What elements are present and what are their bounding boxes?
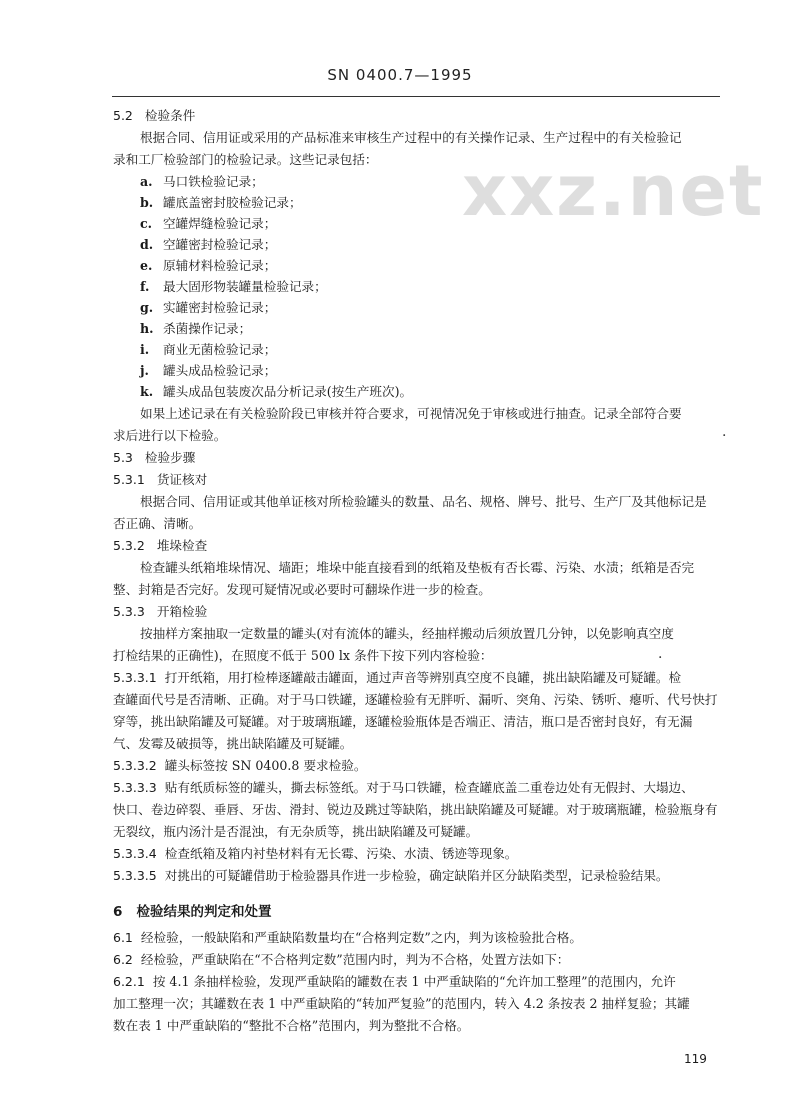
clause-number: 6.1 <box>113 930 133 945</box>
clause-5-3-3-4 <box>113 846 517 862</box>
list-item <box>140 174 264 190</box>
section-5-3-heading <box>113 450 195 466</box>
list-item-label: h. <box>140 321 154 336</box>
clause-text: 贴有纸质标签的罐头，撕去标签纸。对于马口铁罐，检查罐底盖二重卷边处有无假封、大塌边、 <box>164 780 694 795</box>
list-item <box>140 237 276 253</box>
list-item <box>140 216 276 232</box>
clause-text: 经检验，严重缺陷在“不合格判定数”范围内时，判为不合格，处置方法如下： <box>140 952 570 967</box>
paragraph-line: 查罐面代号是否清晰、正确。对于马口铁罐，逐罐检验有无胖听、漏听、突角、污染、锈听、瘪听、代号快打 <box>113 692 718 707</box>
list-item-label: f. <box>140 279 150 294</box>
section-5-2-heading <box>113 108 195 124</box>
clause-5-3-3-2 <box>113 758 366 774</box>
list-item-text: 商业无菌检验记录； <box>163 342 277 357</box>
clause-number: 5.3.3.1 <box>113 670 157 685</box>
section-title: 检验条件 <box>144 108 196 123</box>
header-rule <box>112 96 720 97</box>
section-title: 检验步骤 <box>144 450 196 465</box>
clause-number: 5.3.3.5 <box>113 868 157 883</box>
list-item <box>140 300 276 316</box>
section-title: 开箱检验 <box>156 604 208 619</box>
page-number: 119 <box>684 1052 707 1066</box>
list-item-label: j. <box>140 363 149 378</box>
list-item-text: 最大固形物装罐量检验记录； <box>163 279 327 294</box>
clause-number: 6.2 <box>113 952 133 967</box>
clause-text: 检查纸箱及箱内衬垫材料有无长霉、污染、水渍、锈迹等现象。 <box>164 846 518 861</box>
clause-text: 经检验，一般缺陷和严重缺陷数量均在“合格判定数”之内，判为该检验批合格。 <box>140 930 582 945</box>
clause-text: 打开纸箱，用打检棒逐罐敲击罐面，通过声音等辨别真空度不良罐，挑出缺陷罐及可疑罐。检 <box>164 670 682 685</box>
scan-speck: · <box>722 428 727 444</box>
list-item <box>140 195 302 211</box>
paragraph-line: 无裂纹，瓶内汤汁是否混浊，有无杂质等，挑出缺陷罐及可疑罐。 <box>113 824 479 839</box>
clause-6-2-1 <box>113 974 676 990</box>
list-item-label: g. <box>140 300 154 315</box>
list-item-label: e. <box>140 258 153 273</box>
list-item-label: c. <box>140 216 153 231</box>
list-item-label: b. <box>140 195 154 210</box>
section-6-heading <box>113 904 272 920</box>
list-item-text: 罐头成品包装废次品分析记录(按生产班次)。 <box>163 384 413 399</box>
list-item <box>140 363 276 379</box>
list-item-label: d. <box>140 237 154 252</box>
paragraph-line: 气、发霉及破损等，挑出缺陷罐及可疑罐。 <box>113 736 353 751</box>
scan-speck: · <box>658 650 663 666</box>
paragraph-line: 快口、卷边碎裂、垂唇、牙齿、滑封、锐边及跳过等缺陷，挑出缺陷罐及可疑罐。对于玻璃瓶罐，检验瓶身有 <box>113 802 718 817</box>
list-item-label: a. <box>140 174 153 189</box>
paragraph-line: 加工整理一次；其罐数在表 1 中严重缺陷的“转加严复验”的范围内，转入 4.2 条按表 2 抽样复验；其罐 <box>113 996 690 1011</box>
clause-number: 5.3.3.4 <box>113 846 157 861</box>
paragraph-line: 穿等，挑出缺陷罐及可疑罐。对于玻璃瓶罐，逐罐检验瓶体是否端正、清洁，瓶口是否密封良好，有无漏 <box>113 714 693 729</box>
list-item <box>140 279 327 295</box>
clause-text: 按 4.1 条抽样检验，发现严重缺陷的罐数在表 1 中严重缺陷的“允许加工整理”的范围内，允许 <box>152 974 676 989</box>
list-item <box>140 384 412 400</box>
clause-5-3-3-1 <box>113 670 681 686</box>
paragraph-line: 检查罐头纸箱堆垛情况、墙距；堆垛中能直接看到的纸箱及垫板有否长霉、污染、水渍；纸箱是否完 <box>140 560 695 575</box>
paragraph-line: 整、封箱是否完好。发现可疑情况或必要时可翻垛作进一步的检查。 <box>113 582 491 597</box>
list-item-text: 空罐焊缝检验记录； <box>163 216 277 231</box>
section-number: 5.3.2 <box>113 538 145 553</box>
clause-number: 5.3.3.3 <box>113 780 157 795</box>
section-title: 货证核对 <box>156 472 208 487</box>
section-title: 堆垛检查 <box>156 538 208 553</box>
clause-6-1 <box>113 930 582 946</box>
clause-number: 6.2.1 <box>113 974 145 989</box>
list-item <box>140 258 276 274</box>
section-number: 5.2 <box>113 108 133 123</box>
section-5-3-3-heading <box>113 604 207 620</box>
section-number: 6 <box>113 904 123 920</box>
paragraph-line: 如果上述记录在有关检验阶段已审核并符合要求，可视情况免于审核或进行抽查。记录全部符合要 <box>140 406 682 421</box>
list-item-text: 空罐密封检验记录； <box>163 237 277 252</box>
list-item-text: 杀菌操作记录； <box>163 321 252 336</box>
paragraph-line: 录和工厂检验部门的检验记录。这些记录包括： <box>113 152 378 167</box>
standard-code-header: SN 0400.7—1995 <box>327 66 473 84</box>
list-item-text: 实罐密封检验记录； <box>163 300 277 315</box>
clause-6-2 <box>113 952 569 968</box>
list-item <box>140 321 251 337</box>
section-number: 5.3.1 <box>113 472 145 487</box>
clause-5-3-3-5 <box>113 868 669 884</box>
paragraph-line: 打检结果的正确性)，在照度不低于 500 lx 条件下按下列内容检验： <box>113 648 493 663</box>
list-item <box>140 342 276 358</box>
list-item-label: i. <box>140 342 150 357</box>
list-item-text: 原辅材料检验记录； <box>163 258 277 273</box>
list-item-text: 罐头成品检验记录； <box>163 363 277 378</box>
section-title: 检验结果的判定和处置 <box>136 904 272 920</box>
paragraph-line: 根据合同、信用证或采用的产品标准来审核生产过程中的有关操作记录、生产过程中的有关检验记 <box>140 130 682 145</box>
clause-5-3-3-3 <box>113 780 694 796</box>
watermark: xxz.net <box>462 150 765 232</box>
list-item-text: 马口铁检验记录； <box>163 174 264 189</box>
paragraph-line: 根据合同、信用证或其他单证核对所检验罐头的数量、品名、规格、牌号、批号、生产厂及其他标记是 <box>140 494 707 509</box>
section-5-3-1-heading <box>113 472 207 488</box>
paragraph-line: 数在表 1 中严重缺陷的“整批不合格”范围内，判为整批不合格。 <box>113 1018 470 1033</box>
clause-text: 对挑出的可疑罐借助于检验器具作进一步检验，确定缺陷并区分缺陷类型，记录检验结果。 <box>164 868 669 883</box>
list-item-text: 罐底盖密封胶检验记录； <box>163 195 302 210</box>
paragraph-line: 按抽样方案抽取一定数量的罐头(对有流体的罐头，经抽样搬动后须放置几分钟，以免影响真空度 <box>140 626 674 641</box>
section-5-3-2-heading <box>113 538 207 554</box>
section-number: 5.3.3 <box>113 604 145 619</box>
paragraph-line: 否正确、清晰。 <box>113 516 202 531</box>
paragraph-line: 求后进行以下检验。 <box>113 428 227 443</box>
clause-number: 5.3.3.2 <box>113 758 157 773</box>
list-item-label: k. <box>140 384 154 399</box>
section-number: 5.3 <box>113 450 133 465</box>
clause-text: 罐头标签按 SN 0400.8 要求检验。 <box>164 758 367 773</box>
